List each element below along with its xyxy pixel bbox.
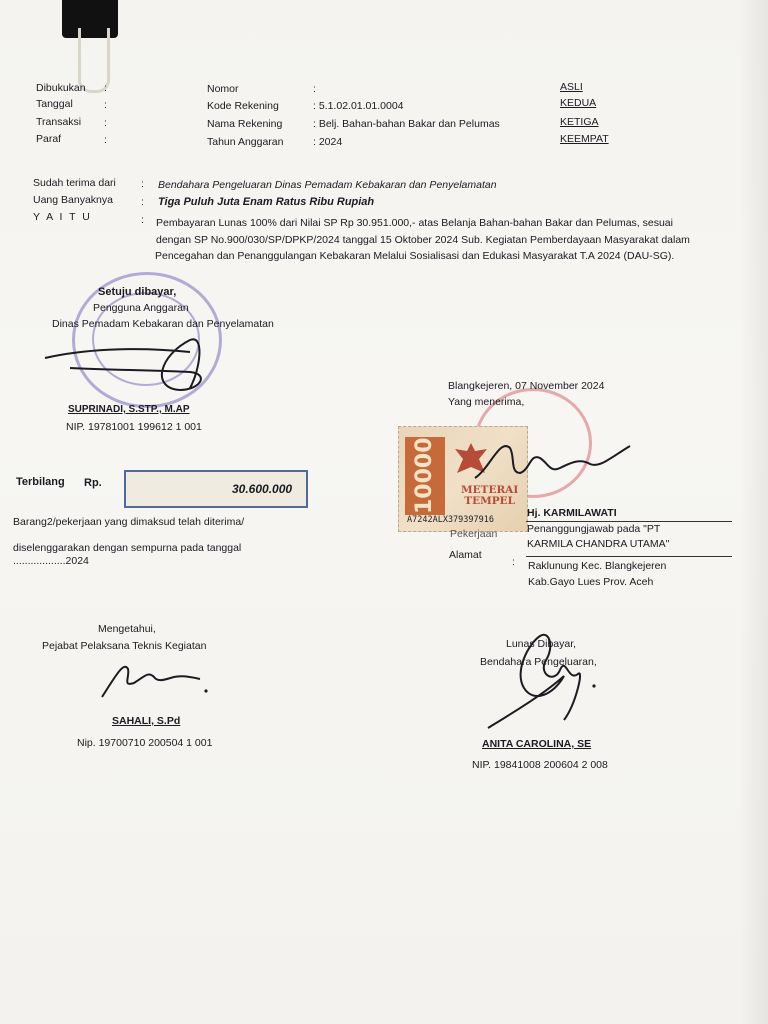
recipient-position-line-1: Penanggungjawab pada "PT bbox=[527, 523, 661, 535]
amount-value: 30.600.000 bbox=[232, 482, 293, 496]
copy-asli: ASLI bbox=[560, 81, 583, 93]
recipient-address-line-1: Raklunung Kec. Blangkejeren bbox=[528, 560, 667, 572]
approver-heading: Setuju dibayar, bbox=[98, 286, 177, 298]
recipient-address-line-2: Kab.Gayo Lues Prov. Aceh bbox=[528, 576, 654, 588]
approver-role: Pengguna Anggaran bbox=[93, 302, 189, 314]
label-tahun-anggaran: Tahun Anggaran bbox=[207, 136, 284, 148]
approver-signature bbox=[40, 320, 230, 400]
recipient-position-line-2: KARMILA CHANDRA UTAMA" bbox=[527, 538, 670, 550]
currency-label: Rp. bbox=[84, 477, 102, 489]
approver-office: Dinas Pemadam Kebakaran dan Penyelamatan bbox=[52, 318, 274, 330]
colon: : bbox=[141, 196, 144, 208]
label-sudah-terima-dari: Sudah terima dari bbox=[33, 177, 116, 189]
recipient-name-rule bbox=[526, 521, 732, 522]
goods-note-line-3: ..................2024 bbox=[13, 555, 89, 567]
value-sudah-terima-dari: Bendahara Pengeluaran Dinas Pemadam Kebakaran dan Penyelamatan bbox=[158, 179, 497, 191]
technical-name: SAHALI, S.Pd bbox=[112, 715, 181, 727]
label-uang-banyaknya: Uang Banyaknya bbox=[33, 194, 113, 206]
technical-nip: Nip. 19700710 200504 1 001 bbox=[77, 737, 213, 749]
copy-kedua: KEDUA bbox=[560, 97, 597, 109]
colon: : bbox=[104, 82, 107, 94]
value-nomor: : bbox=[313, 83, 316, 95]
value-kode-rekening: : 5.1.02.01.01.0004 bbox=[313, 100, 404, 112]
copy-keempat: KEEMPAT bbox=[560, 133, 609, 145]
paper-edge-shadow bbox=[740, 0, 768, 1024]
treasurer-role: Bendahara Pengeluaran, bbox=[480, 656, 597, 668]
treasurer-nip: NIP. 19841008 200604 2 008 bbox=[472, 759, 608, 771]
value-amount-words: Tiga Puluh Juta Enam Ratus Ribu Rupiah bbox=[158, 196, 375, 208]
approver-name: SUPRINADI, S.STP., M.AP bbox=[68, 404, 190, 415]
colon: : bbox=[104, 134, 107, 146]
label-kode-rekening: Kode Rekening bbox=[207, 100, 279, 112]
label-dibukukan: Dibukukan bbox=[36, 82, 86, 94]
copy-ketiga: KETIGA bbox=[560, 116, 599, 128]
colon: : bbox=[104, 117, 107, 129]
recipient-place-date: Blangkejeren, 07 November 2024 bbox=[448, 380, 605, 392]
value-tahun-anggaran: : 2024 bbox=[313, 136, 343, 148]
technical-heading: Mengetahui, bbox=[98, 623, 156, 635]
technical-role: Pejabat Pelaksana Teknis Kegiatan bbox=[42, 640, 207, 652]
terbilang-label: Terbilang bbox=[16, 476, 65, 488]
label-transaksi: Transaksi bbox=[36, 116, 82, 128]
value-nama-rekening: : Belj. Bahan-bahan Bakar dan Pelumas bbox=[313, 118, 500, 130]
recipient-position-rule bbox=[526, 556, 732, 557]
recipient-pekerjaan-label: Pekerjaan bbox=[450, 528, 498, 540]
approver-nip: NIP. 19781001 199612 1 001 bbox=[66, 421, 202, 433]
treasurer-name: ANITA CAROLINA, SE bbox=[482, 738, 592, 750]
treasurer-signature bbox=[484, 624, 604, 734]
meterai-denomination: 10000 bbox=[405, 437, 445, 515]
label-nama-rekening: Nama Rekening bbox=[207, 118, 283, 130]
purpose-line-1: Pembayaran Lunas 100% dari Nilai SP Rp 30.951.000,- atas Belanja Bahan-bahan Bakar dan Pelumas, sesuai bbox=[156, 217, 673, 229]
label-yaitu: Y A I T U bbox=[33, 211, 92, 223]
recipient-signature bbox=[470, 428, 640, 488]
meterai-serial: A7242ALX379397916 bbox=[407, 515, 494, 525]
goods-note-line-1: Barang2/pekerjaan yang dimaksud telah diterima/ bbox=[13, 516, 245, 528]
purpose-line-2: dengan SP No.900/030/SP/DPKP/2024 tanggal 15 Oktober 2024 Sub. Kegiatan Pemberdayaan Masyarakat dalam bbox=[156, 234, 690, 246]
label-nomor: Nomor bbox=[207, 83, 239, 95]
colon: : bbox=[141, 214, 144, 226]
meterai-title: METERAI TEMPEL bbox=[461, 484, 519, 507]
purpose-line-3: Pencegahan dan Penanggulangan Kebakaran Melalui Sosialisasi dan Edukasi Masyarakat T.A 2024 (DAU-SG). bbox=[155, 250, 675, 262]
colon: : bbox=[104, 99, 107, 111]
recipient-name: Hj. KARMILAWATI bbox=[527, 507, 617, 519]
colon: : bbox=[512, 556, 515, 568]
label-paraf: Paraf bbox=[36, 133, 62, 145]
technical-signature bbox=[96, 655, 216, 703]
goods-note-line-2: diselenggarakan dengan sempurna pada tanggal bbox=[13, 542, 242, 554]
recipient-heading: Yang menerima, bbox=[448, 396, 525, 408]
colon: : bbox=[141, 178, 144, 190]
recipient-address-label: Alamat bbox=[449, 549, 482, 561]
label-tanggal: Tanggal bbox=[36, 98, 73, 110]
treasurer-heading: Lunas Dibayar, bbox=[506, 638, 577, 650]
